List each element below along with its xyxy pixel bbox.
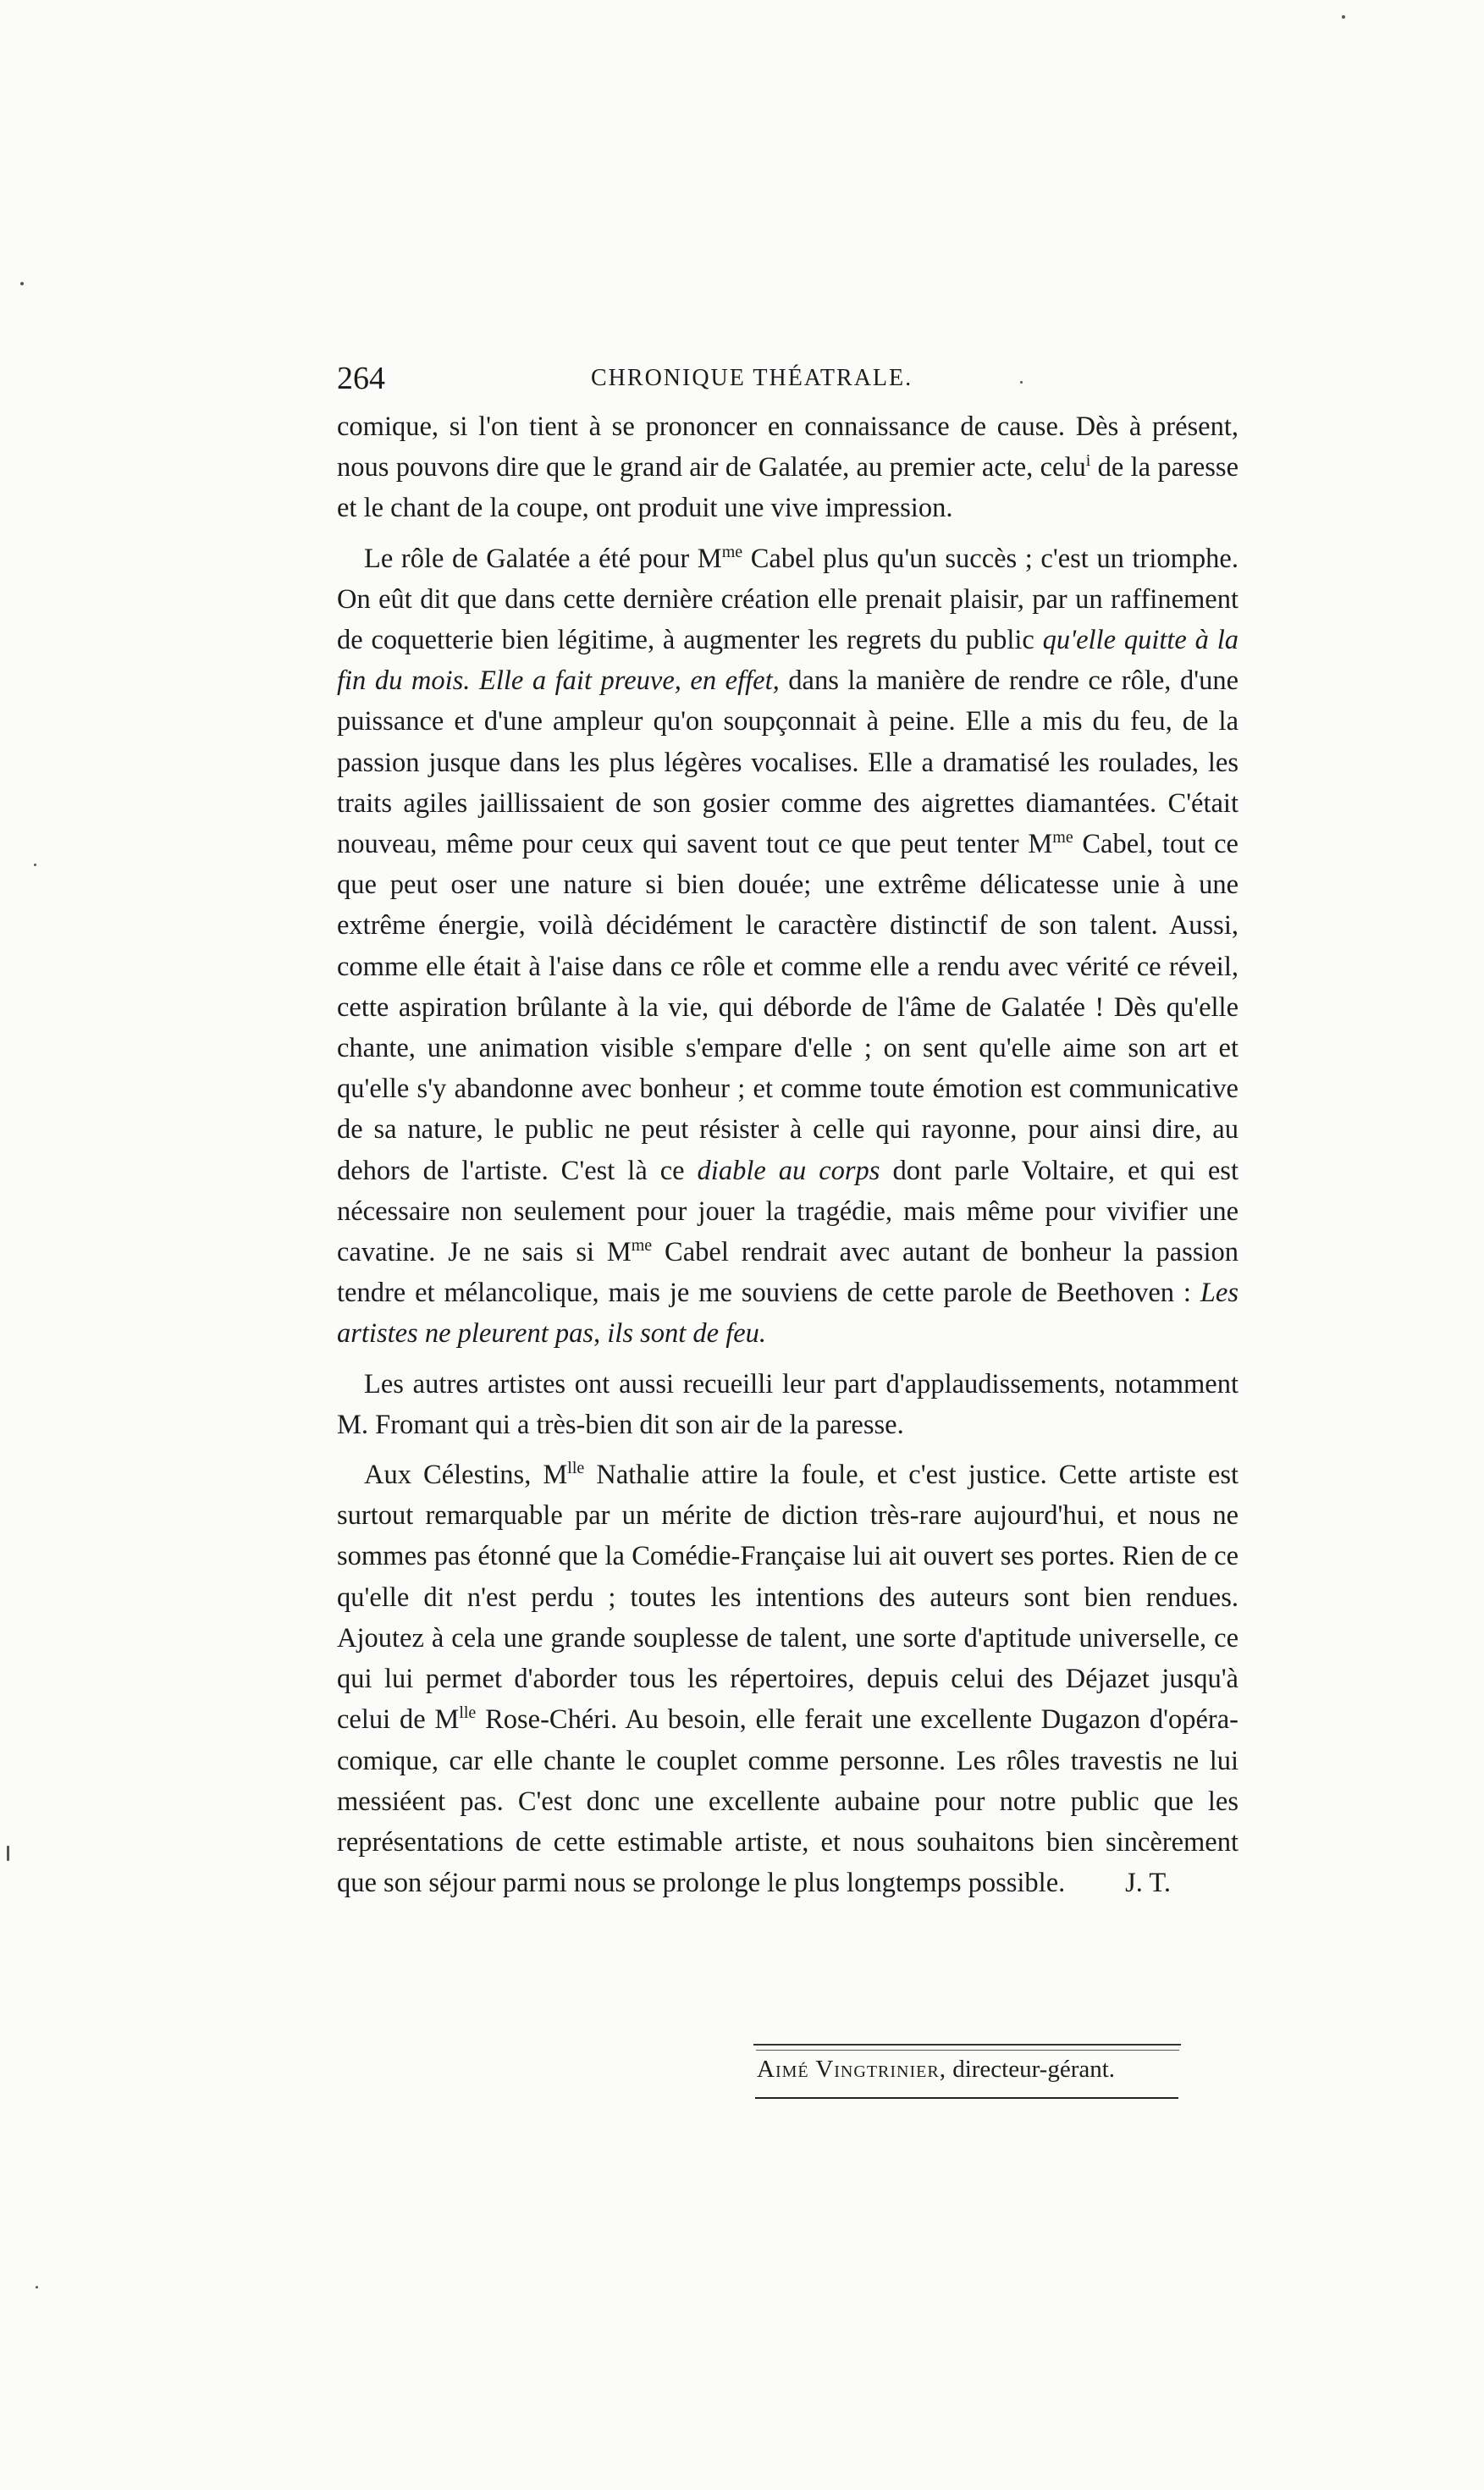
author-signature: J. T. — [1125, 1868, 1171, 1899]
scan-speck — [1342, 15, 1345, 19]
footer-rule-thin — [756, 2050, 1179, 2051]
paragraph-3: Les autres artistes ont aussi recueilli leur part d'applaudissements, notamment M. Fromant qui a très-bien dit son air de la paresse. — [337, 1368, 1239, 1440]
running-title: CHRONIQUE THÉATRALE. — [591, 365, 913, 391]
page-header — [337, 360, 1141, 397]
imprint-title: directeur-gérant. — [946, 2056, 1116, 2083]
publisher-imprint — [757, 2056, 1197, 2084]
footer-rule — [753, 2044, 1181, 2046]
scan-speck — [20, 282, 24, 285]
paragraph-4: Aux Célestins, $M^{lle}$ Nathalie attire la foule, et c'est justice. Cette artiste est surtout remarquable par un mérite de diction très-rare aujourd'hui, et nous ne sommes pas étonné que la Comédie-Française lui ait ouvert ses portes. Rien de ce qu'elle dit n'est perdu ; toutes les intentions des auteurs sont bien rendues. Ajoutez à cela une grande souplesse de talent, une sorte d'aptitude universelle, ce qui lui permet d'aborder tous les répertoires, depuis celui des Déjazet jusqu'à celui de $M^{lle}$ Rose-Chéri. Au besoin, elle ferait une excellente Dugazon d'opéra-comique, car elle chante le couplet comme personne. Les rôles travestis ne lui messiéent pas. C'est donc une excellente aubaine pour notre public que les représentations de cette estimable artiste, et nous souhaitons bien sincèrement que son séjour parmi nous se prolonge le plus longtemps possible. J. T. — [337, 1455, 1239, 1903]
scan-speck — [1020, 381, 1023, 384]
paragraph-2: Le rôle de Galatée a été pour $M^{me}$ Cabel plus qu'un succès ; c'est un triomphe. On eût dit que dans cette dernière création elle prenait plaisir, par un raffinement de coquetterie bien légitime, à augmenter les regrets du public qu'elle quitte à la fin du mois. Elle a fait preuve, en effet, dans la manière de rendre ce rôle, d'une puissance et d'une ampleur qu'on soupçonnait à peine. Elle a mis du feu, de la passion jusque dans les plus légères vocalises. Elle a dramatisé les roulades, les traits agiles jaillissaient de son gosier comme des aigrettes diamantées. C'était nouveau, même pour ceux qui savent tout ce que peut tenter $M^{me}$ Cabel, tout ce que peut oser une nature si bien douée; une extrême délicatesse unie à une extrême énergie, voilà décidément le caractère distinctif de son talent. Aussi, comme elle était à l'aise dans ce rôle et comme elle a rendu avec vérité ce réveil, cette aspiration brûlante à la vie, qui déborde de l'âme de Galatée ! Dès qu'elle chante, une animation visible s'empare d'elle ; on sent qu'elle aime son art et qu'elle s'y abandonne avec bonheur ; et comme toute émotion est communicative de sa nature, le public ne peut résister à celle qui rayonne, pour ainsi dire, au dehors de l'artiste. C'est là ce diable au corps dont parle Voltaire, et qui est nécessaire non seulement pour jouer la tragédie, mais même pour vivifier une cavatine. Je ne sais si $M^{me}$ Cabel rendrait avec autant de bonheur la passion tendre et mélancolique, mais je me souviens de cette parole de Beethoven : Les artistes ne pleurent pas, ils sont de feu. — [337, 542, 1239, 1350]
scan-speck — [36, 2286, 38, 2288]
page-number: 264 — [337, 361, 385, 396]
paragraph-1: comique, si l'on tient à se prononcer en connaissance de cause. Dès à présent, nous pouvons dire que le grand air de Galatée, au premier acte, celu$^i$ de la paresse et le chant de la coupe, ont produit une vive impression. — [337, 411, 1239, 524]
scan-speck — [34, 864, 36, 866]
scan-speck — [7, 1846, 9, 1861]
imprint-name: Aimé Vingtrinier, — [757, 2056, 946, 2083]
imprint-underline — [755, 2097, 1178, 2099]
article-body — [337, 406, 1239, 1913]
